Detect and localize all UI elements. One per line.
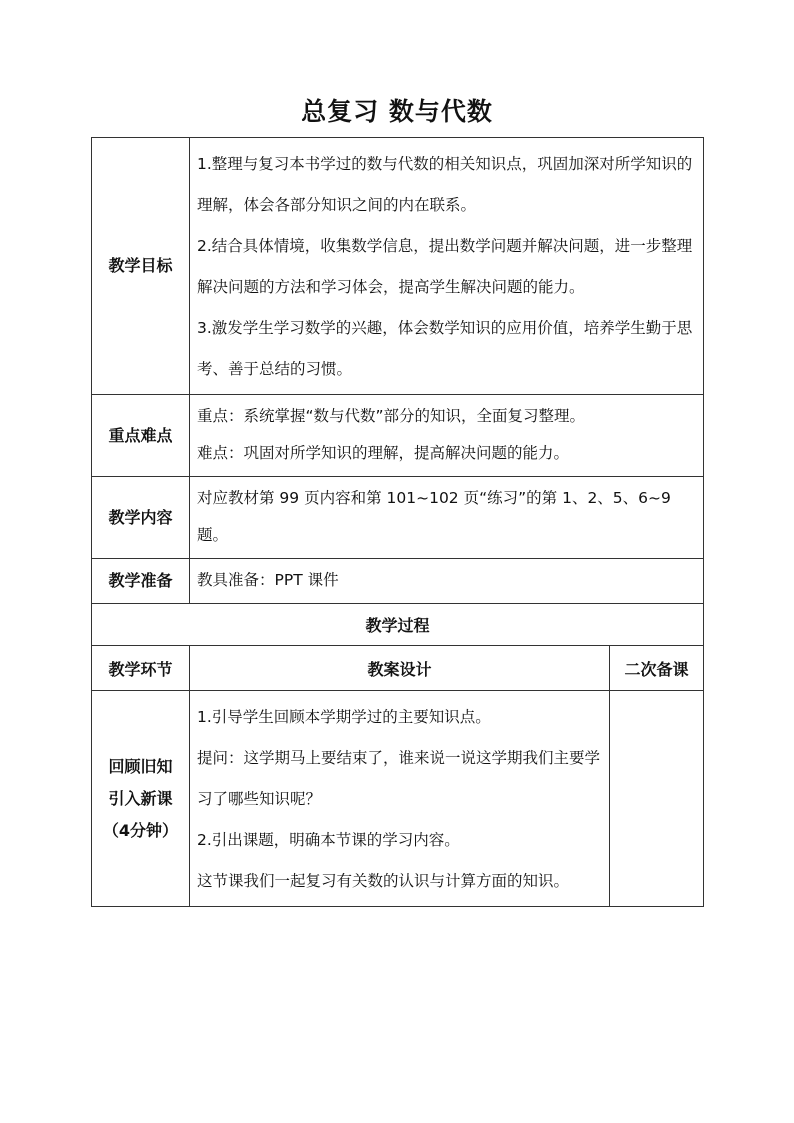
- content-text-line: 对应教材第 99 页内容和第 101~102 页“练习”的第 1、2、5、6~9 题。: [197, 489, 671, 544]
- focus-row: [92, 395, 704, 477]
- stage-design: [190, 691, 610, 907]
- stage-label-line-3: （4分钟）: [102, 820, 179, 840]
- header-stage: 教学环节: [92, 646, 190, 691]
- focus-difficult-point: 难点：巩固对所学知识的理解，提高解决问题的能力。: [197, 444, 570, 462]
- prep-content: [190, 559, 704, 604]
- process-header-row: [92, 646, 704, 691]
- stage-notes: [610, 691, 704, 907]
- content-row: [92, 477, 704, 559]
- stage-item-3: 2.引出课题，明确本节课的学习内容。: [197, 831, 460, 849]
- lesson-plan-table: [91, 137, 704, 907]
- content-text: [190, 477, 704, 559]
- goal-row: [92, 138, 704, 395]
- stage-label: [92, 691, 190, 907]
- header-second-prep: 二次备课: [610, 646, 704, 691]
- goal-item-3: 3.激发学生学习数学的兴趣，体会数学知识的应用价值，培养学生勤于思考、善于总结的习惯。: [197, 319, 693, 378]
- goal-label: 教学目标: [92, 138, 190, 395]
- content-label: 教学内容: [92, 477, 190, 559]
- stage-row: [92, 691, 704, 907]
- goal-item-2: 2.结合具体情境，收集数学信息，提出数学问题并解决问题，进一步整理解决问题的方法和学习体会，提高学生解决问题的能力。: [197, 237, 693, 296]
- prep-row: [92, 559, 704, 604]
- focus-label: 重点难点: [92, 395, 190, 477]
- header-design: 教案设计: [190, 646, 610, 691]
- stage-label-line-2: 引入新课: [108, 788, 173, 808]
- stage-item-2: 提问：这学期马上要结束了，谁来说一说这学期我们主要学习了哪些知识呢？: [197, 749, 601, 808]
- process-title: 教学过程: [92, 604, 704, 646]
- page-title: 总复习 数与代数: [301, 97, 493, 126]
- focus-key-point: 重点：系统掌握“数与代数”部分的知识，全面复习整理。: [197, 407, 586, 425]
- stage-item-1: 1.引导学生回顾本学期学过的主要知识点。: [197, 708, 491, 726]
- goal-item-1: 1.整理与复习本书学过的数与代数的相关知识点，巩固加深对所学知识的理解，体会各部分知识之间的内在联系。: [197, 155, 693, 214]
- prep-label: 教学准备: [92, 559, 190, 604]
- prep-text: 教具准备：PPT 课件: [197, 571, 339, 589]
- process-title-row: [92, 604, 704, 646]
- stage-label-line-1: 回顾旧知: [108, 756, 173, 776]
- stage-item-4: 这节课我们一起复习有关数的认识与计算方面的知识。: [197, 872, 570, 890]
- focus-content: [190, 395, 704, 477]
- goal-content: [190, 138, 704, 395]
